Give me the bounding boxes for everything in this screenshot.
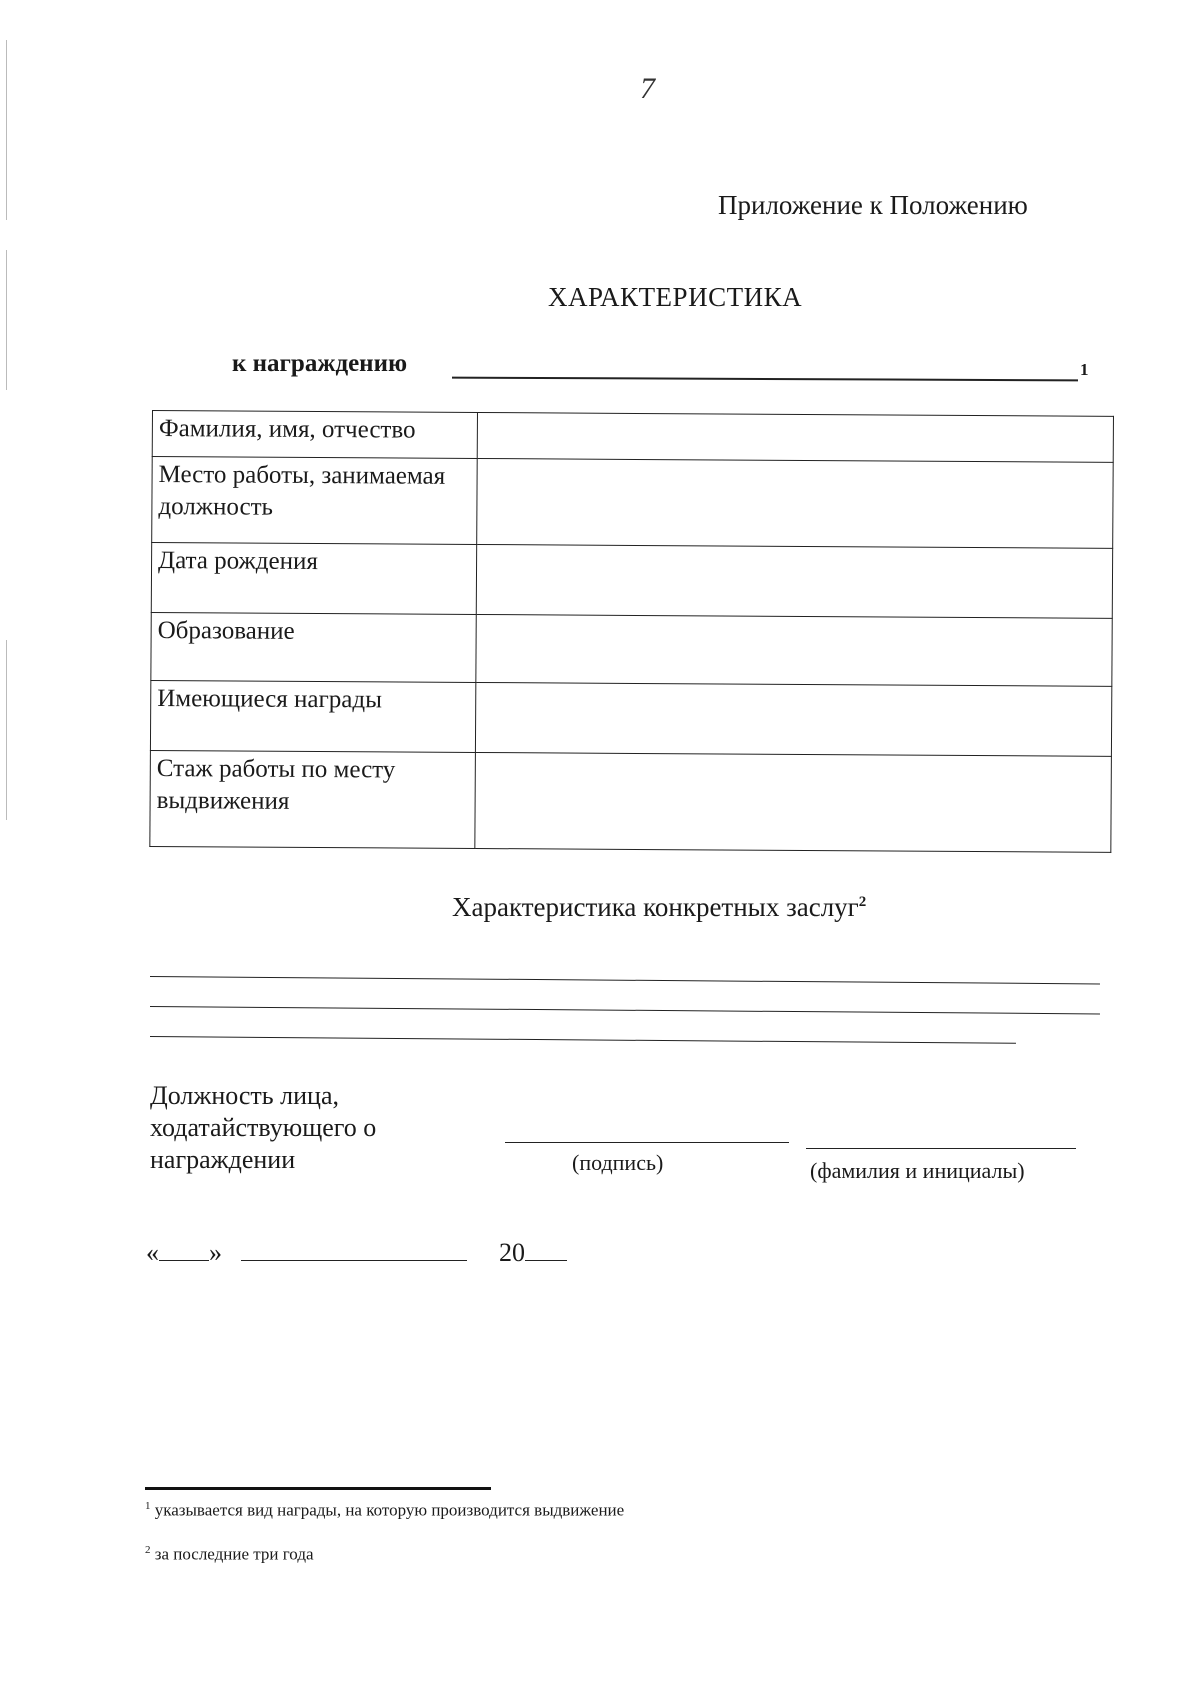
scan-edge-mark: [6, 40, 7, 220]
table-row: [150, 750, 1112, 852]
row-value-field[interactable]: [477, 412, 1113, 462]
appendix-note: Приложение к Положению: [718, 190, 1028, 220]
table-row: [152, 457, 1114, 549]
row-label: Образование: [151, 612, 476, 682]
row-value-field[interactable]: [475, 682, 1111, 756]
footnote-1-ref: 1: [145, 1500, 151, 1512]
footnote-ref-1: 1: [1080, 360, 1089, 379]
footnote-1: [145, 1500, 624, 1521]
personal-info-table: [149, 410, 1114, 853]
row-value-field[interactable]: [477, 458, 1114, 548]
merits-line-2[interactable]: [150, 1006, 1100, 1014]
scan-edge-mark: [6, 250, 7, 390]
date-year-prefix: 20: [499, 1238, 525, 1267]
table-row: [150, 680, 1111, 756]
petitioner-position-label: Должность лица, ходатайствующего о награждении: [150, 1081, 377, 1174]
scan-edge-mark: [6, 640, 7, 820]
date-open-quote: «: [146, 1238, 159, 1267]
footnote-2-ref: 2: [145, 1544, 151, 1556]
row-value-field[interactable]: [475, 752, 1112, 852]
award-type-field[interactable]: [452, 377, 1078, 382]
table-row: [151, 543, 1112, 619]
row-value-field[interactable]: [476, 544, 1112, 618]
row-label: Имеющиеся награды: [150, 680, 475, 752]
row-label: Дата рождения: [151, 543, 476, 615]
merits-line-3[interactable]: [150, 1036, 1016, 1044]
footnote-separator: [145, 1487, 491, 1490]
row-label: Стаж работы по месту выдвижения: [150, 750, 476, 848]
award-label: к награждению: [232, 350, 408, 377]
footnote-1-text: указывается вид награды, на которую производится выдвижение: [154, 1500, 625, 1520]
merits-line-1[interactable]: [150, 976, 1100, 984]
row-label: Место работы, занимаемая должность: [152, 457, 478, 545]
merits-heading-text: Характеристика конкретных заслуг: [452, 892, 859, 922]
row-label: Фамилия, имя, отчество: [152, 411, 477, 459]
row-value-field[interactable]: [476, 614, 1112, 686]
date-line: [146, 1238, 567, 1268]
footnote-2-text: за последние три года: [154, 1544, 314, 1564]
table-row: [151, 612, 1112, 686]
signature-caption: (подпись): [572, 1150, 664, 1175]
table-row: [152, 411, 1113, 463]
date-year-field[interactable]: [525, 1260, 567, 1261]
merits-heading: [452, 892, 866, 923]
name-caption: (фамилия и инициалы): [810, 1158, 1025, 1183]
footnote-2: [145, 1544, 314, 1565]
page-number: 7: [640, 72, 655, 105]
signature-field[interactable]: [505, 1142, 789, 1143]
date-day-field[interactable]: [159, 1260, 209, 1261]
date-close-quote: »: [209, 1238, 222, 1267]
date-month-field[interactable]: [241, 1260, 467, 1261]
footnote-ref-2: 2: [858, 894, 867, 910]
document-title: ХАРАКТЕРИСТИКА: [548, 282, 803, 312]
full-name-field[interactable]: [806, 1148, 1076, 1149]
